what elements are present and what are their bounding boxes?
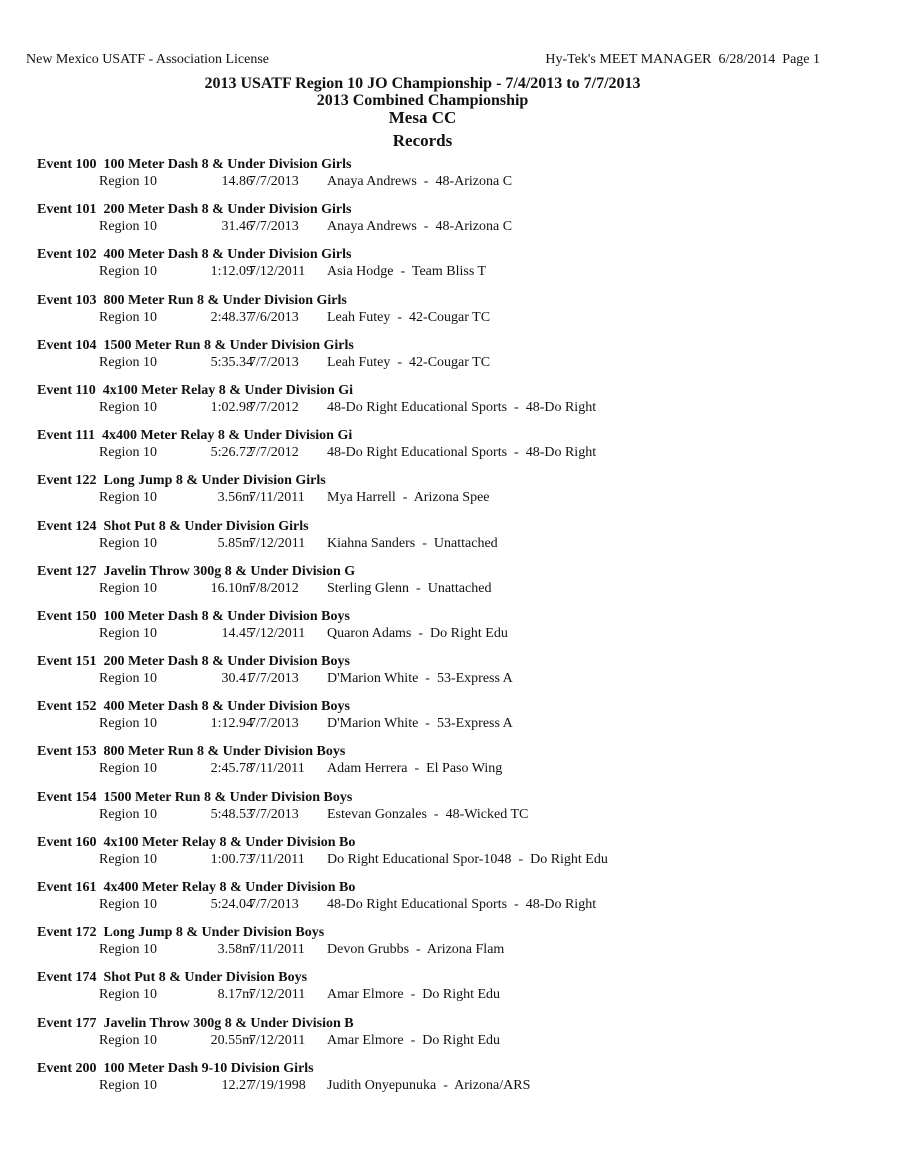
event-title: Event 104 1500 Meter Run 8 & Under Division Girls: [37, 337, 354, 353]
event-record: [37, 246, 837, 291]
meet-subtitle: 2013 Combined Championship: [316, 92, 529, 109]
record-date: 7/12/2011: [249, 987, 306, 1003]
record-row: [37, 1077, 837, 1094]
record-date: 7/19/1998: [249, 1077, 306, 1093]
record-mark: 31.46: [221, 219, 253, 235]
record-row: [37, 489, 837, 506]
event-title: Event 161 4x400 Meter Relay 8 & Under Division Bo: [37, 880, 356, 895]
event-title: Event 151 200 Meter Dash 8 & Under Division Boys: [37, 654, 350, 670]
record-region: Region 10: [99, 309, 157, 325]
record-mark: 1:12.09: [210, 264, 253, 280]
record-region: Region 10: [99, 671, 157, 687]
event-title: Event 200 100 Meter Dash 9-10 Division Girls: [37, 1060, 314, 1076]
record-holder: Anaya Andrews - 48-Arizona C: [327, 219, 513, 235]
record-date: 7/8/2012: [249, 580, 299, 596]
meet-venue: Mesa CC: [388, 108, 457, 127]
record-row: [37, 173, 837, 190]
record-region: Region 10: [99, 851, 157, 867]
record-holder: Leah Futey - 42-Cougar TC: [327, 309, 491, 325]
event-record: [37, 518, 837, 563]
record-holder: D'Marion White - 53-Express A: [327, 671, 513, 687]
record-row: [37, 580, 837, 597]
event-record: [37, 608, 837, 653]
record-date: 7/11/2011: [249, 490, 305, 506]
event-record: [37, 789, 837, 834]
event-record: [37, 653, 837, 698]
document-titles: [0, 75, 845, 149]
record-region: Region 10: [99, 490, 157, 506]
record-holder: 48-Do Right Educational Sports - 48-Do Right: [327, 399, 597, 415]
record-row: [37, 670, 837, 687]
record-mark: 5:48.53: [210, 806, 253, 822]
record-row: [37, 444, 837, 461]
event-title: Event 160 4x100 Meter Relay 8 & Under Division Bo: [37, 834, 356, 850]
event-title: Event 101 200 Meter Dash 8 & Under Division Girls: [37, 202, 352, 218]
record-row: [37, 941, 837, 958]
record-date: 7/12/2011: [249, 264, 306, 280]
event-title: Event 150 100 Meter Dash 8 & Under Division Boys: [37, 608, 350, 624]
record-row: [37, 263, 837, 280]
record-date: 7/11/2011: [249, 942, 305, 958]
record-mark: 8.17m: [217, 987, 253, 1003]
record-row: [37, 715, 837, 732]
event-record: [37, 924, 837, 969]
record-date: 7/11/2011: [249, 851, 305, 867]
record-row: [37, 535, 837, 552]
record-row: [37, 218, 837, 235]
record-date: 7/7/2012: [249, 445, 299, 461]
record-mark: 1:02.98: [210, 399, 253, 415]
record-region: Region 10: [99, 625, 157, 641]
record-row: [37, 309, 837, 326]
header-meet-manager: Hy-Tek's MEET MANAGER 6/28/2014 Page 1: [545, 52, 820, 67]
record-mark: 3.56m: [217, 490, 253, 506]
record-row: [37, 760, 837, 777]
record-holder: Anaya Andrews - 48-Arizona C: [327, 174, 513, 189]
record-holder: 48-Do Right Educational Sports - 48-Do Right: [327, 897, 597, 912]
record-date: 7/12/2011: [249, 625, 306, 641]
record-holder: 48-Do Right Educational Sports - 48-Do Right: [327, 445, 597, 461]
record-region: Region 10: [99, 1077, 157, 1093]
record-region: Region 10: [99, 174, 157, 189]
record-holder: Amar Elmore - Do Right Edu: [327, 1032, 501, 1048]
record-region: Region 10: [99, 399, 157, 415]
record-region: Region 10: [99, 987, 157, 1003]
event-title: Event 177 Javelin Throw 300g 8 & Under Division B: [37, 1015, 354, 1031]
record-holder: Leah Futey - 42-Cougar TC: [327, 354, 491, 370]
record-mark: 2:48.37: [210, 309, 253, 325]
record-date: 7/7/2013: [249, 671, 299, 687]
event-title: Event 102 400 Meter Dash 8 & Under Division Girls: [37, 247, 352, 263]
record-mark: 1:12.94: [210, 716, 253, 732]
record-mark: 5.85m: [217, 535, 253, 551]
record-holder: Amar Elmore - Do Right Edu: [327, 987, 501, 1003]
event-record: [37, 1060, 837, 1105]
record-region: Region 10: [99, 264, 157, 280]
event-record: [37, 743, 837, 788]
record-holder: Do Right Educational Spor-1048 - Do Right Edu: [327, 851, 608, 867]
event-record: [37, 969, 837, 1014]
record-mark: 3.58m: [217, 942, 253, 958]
event-title: Event 154 1500 Meter Run 8 & Under Division Boys: [37, 789, 353, 805]
record-holder: D'Marion White - 53-Express A: [327, 716, 513, 732]
event-record: [37, 292, 837, 337]
record-mark: 20.55m: [210, 1032, 253, 1048]
event-title: Event 127 Javelin Throw 300g 8 & Under Division G: [37, 563, 356, 579]
event-record: [37, 201, 837, 246]
event-record: [37, 472, 837, 517]
record-row: [37, 851, 837, 868]
record-date: 7/7/2013: [249, 354, 299, 370]
record-mark: 1:00.73: [210, 851, 253, 867]
event-title: Event 152 400 Meter Dash 8 & Under Division Boys: [37, 699, 350, 715]
record-date: 7/7/2012: [249, 399, 299, 415]
record-holder: Mya Harrell - Arizona Spee: [327, 490, 490, 506]
record-mark: 14.45: [221, 625, 253, 641]
record-mark: 5:24.04: [210, 897, 253, 912]
record-date: 7/7/2013: [249, 219, 299, 235]
record-mark: 5:35.34: [210, 354, 253, 370]
record-region: Region 10: [99, 535, 157, 551]
record-region: Region 10: [99, 942, 157, 958]
record-holder: Sterling Glenn - Unattached: [327, 580, 492, 596]
record-region: Region 10: [99, 445, 157, 461]
record-region: Region 10: [99, 354, 157, 370]
record-row: [37, 399, 837, 416]
record-region: Region 10: [99, 897, 157, 912]
record-mark: 30.41: [221, 671, 253, 687]
event-record: [37, 337, 837, 382]
record-mark: 12.27: [221, 1077, 253, 1093]
record-region: Region 10: [99, 1032, 157, 1048]
record-mark: 14.86: [221, 174, 253, 189]
event-record: [37, 834, 837, 879]
record-date: 7/12/2011: [249, 535, 306, 551]
record-holder: Judith Onyepunuka - Arizona/ARS: [327, 1077, 531, 1093]
record-region: Region 10: [99, 580, 157, 596]
event-record: [37, 427, 837, 472]
record-row: [37, 896, 837, 913]
record-date: 7/7/2013: [249, 716, 299, 732]
event-record: [37, 879, 837, 924]
record-mark: 16.10m: [210, 580, 253, 596]
record-row: [37, 625, 837, 642]
event-title: Event 172 Long Jump 8 & Under Division Boys: [37, 925, 325, 941]
record-region: Region 10: [99, 761, 157, 777]
record-row: [37, 354, 837, 371]
record-holder: Asia Hodge - Team Bliss T: [327, 264, 487, 280]
record-mark: 5:26.72: [210, 445, 253, 461]
record-date: 7/7/2013: [249, 174, 299, 189]
record-holder: Estevan Gonzales - 48-Wicked TC: [327, 806, 529, 822]
record-region: Region 10: [99, 806, 157, 822]
record-row: [37, 1032, 837, 1049]
header-association: New Mexico USATF - Association License: [26, 52, 270, 67]
record-region: Region 10: [99, 716, 157, 732]
record-holder: Adam Herrera - El Paso Wing: [327, 761, 503, 777]
event-title: Event 110 4x100 Meter Relay 8 & Under Division Gi: [37, 382, 354, 398]
event-title: Event 153 800 Meter Run 8 & Under Division Boys: [37, 744, 346, 760]
records-list: [37, 156, 837, 1105]
section-title: Records: [392, 131, 453, 150]
event-record: [37, 382, 837, 427]
event-record: [37, 698, 837, 743]
meet-title: 2013 USATF Region 10 JO Championship - 7/4/2013 to 7/7/2013: [204, 75, 641, 92]
record-row: [37, 806, 837, 823]
record-date: 7/7/2013: [249, 806, 299, 822]
event-title: Event 122 Long Jump 8 & Under Division Girls: [37, 473, 326, 489]
record-date: 7/11/2011: [249, 761, 305, 777]
record-date: 7/7/2013: [249, 897, 299, 912]
event-title: Event 103 800 Meter Run 8 & Under Division Girls: [37, 292, 347, 308]
event-record: [37, 563, 837, 608]
event-record: [37, 1015, 837, 1060]
event-title: Event 124 Shot Put 8 & Under Division Girls: [37, 518, 309, 534]
record-date: 7/12/2011: [249, 1032, 306, 1048]
record-holder: Kiahna Sanders - Unattached: [327, 535, 498, 551]
event-record: [37, 156, 837, 201]
record-holder: Quaron Adams - Do Right Edu: [327, 625, 508, 641]
event-title: Event 174 Shot Put 8 & Under Division Boys: [37, 970, 308, 986]
record-mark: 2:45.78: [210, 761, 253, 777]
record-holder: Devon Grubbs - Arizona Flam: [327, 942, 505, 958]
event-title: Event 111 4x400 Meter Relay 8 & Under Division Gi: [37, 428, 353, 444]
record-row: [37, 986, 837, 1003]
record-region: Region 10: [99, 219, 157, 235]
event-title: Event 100 100 Meter Dash 8 & Under Division Girls: [37, 157, 352, 172]
record-date: 7/6/2013: [249, 309, 299, 325]
